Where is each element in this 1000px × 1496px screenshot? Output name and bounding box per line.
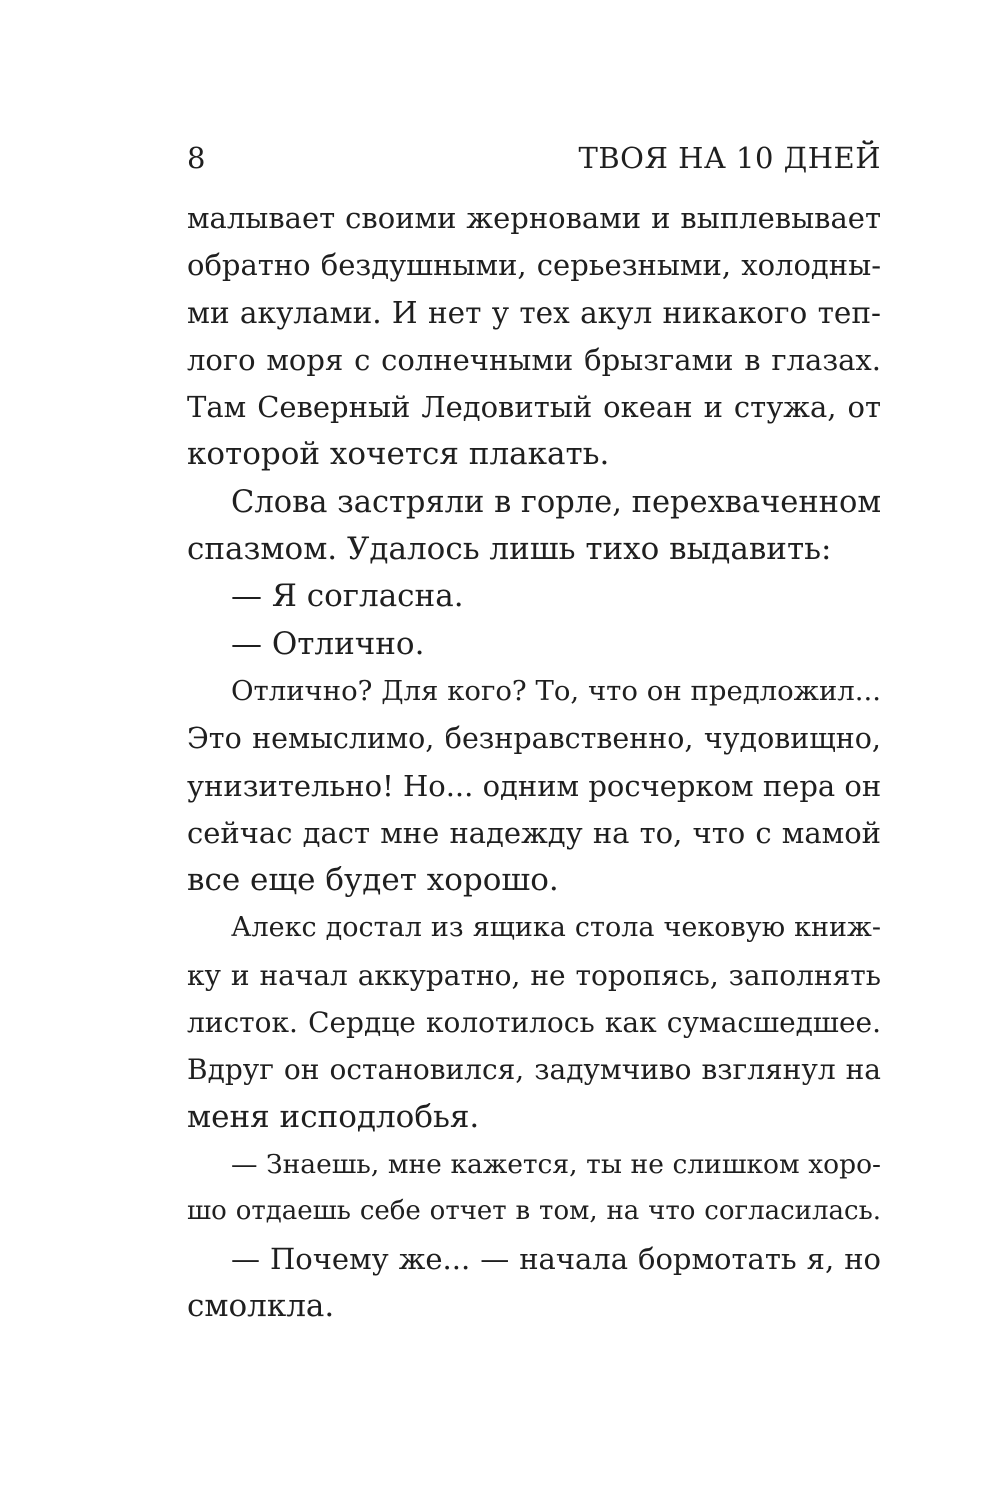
- text-line: малывает своими жерновами и выплевывает: [187, 201, 881, 235]
- text-line: меня исподлобья.: [187, 1098, 480, 1135]
- text-line: ку и начал аккуратно, не торопясь, заполнять: [187, 958, 881, 992]
- text-line: шо отдаешь себе отчет в том, на что согласилась.: [187, 1196, 881, 1227]
- text-line: — Почему же... — начала бормотать я, но: [231, 1241, 881, 1276]
- text-line: — Я согласна.: [231, 578, 464, 615]
- text-line: обратно бездушными, серьезными, холодны-: [187, 248, 881, 283]
- text-line: спазмом. Удалось лишь тихо выдавить:: [187, 531, 832, 568]
- text-line: которой хочется плакать.: [187, 436, 610, 473]
- running-head: [187, 138, 881, 178]
- text-line: Слова застряли в горле, перехваченном: [231, 484, 882, 520]
- text-line: сейчас даст мне надежду на то, что с мамой: [187, 815, 881, 850]
- text-line: лого моря с солнечными брызгами в глазах.: [187, 342, 881, 377]
- text-line: Алекс достал из ящика стола чековую книж-: [231, 912, 881, 944]
- text-line: все еще будет хорошо.: [187, 862, 559, 899]
- text-line: листок. Сердце колотилось как сумасшедшее.: [187, 1006, 881, 1040]
- body-text: [187, 195, 881, 1330]
- text-line: унизительно! Но... одним росчерком пера он: [187, 768, 882, 803]
- text-line: Там Северный Ледовитый океан и стужа, от: [187, 390, 881, 425]
- text-line: Это немыслимо, безнравственно, чудовищно,: [187, 722, 881, 756]
- text-line: Вдруг он остановился, задумчиво взглянул на: [187, 1053, 881, 1087]
- text-line: — Отлично.: [231, 625, 425, 662]
- text-line: ми акулами. И нет у тех акул никакого теп-: [187, 295, 881, 330]
- text-line: — Знаешь, мне кажется, ты не слишком хоро-: [231, 1148, 881, 1180]
- text-line: Отлично? Для кого? То, что он предложил...: [231, 674, 881, 707]
- book-title: ТВОЯ НА 10 ДНЕЙ: [578, 141, 881, 175]
- page-number: 8: [187, 141, 206, 175]
- text-line: смолкла.: [187, 1287, 335, 1324]
